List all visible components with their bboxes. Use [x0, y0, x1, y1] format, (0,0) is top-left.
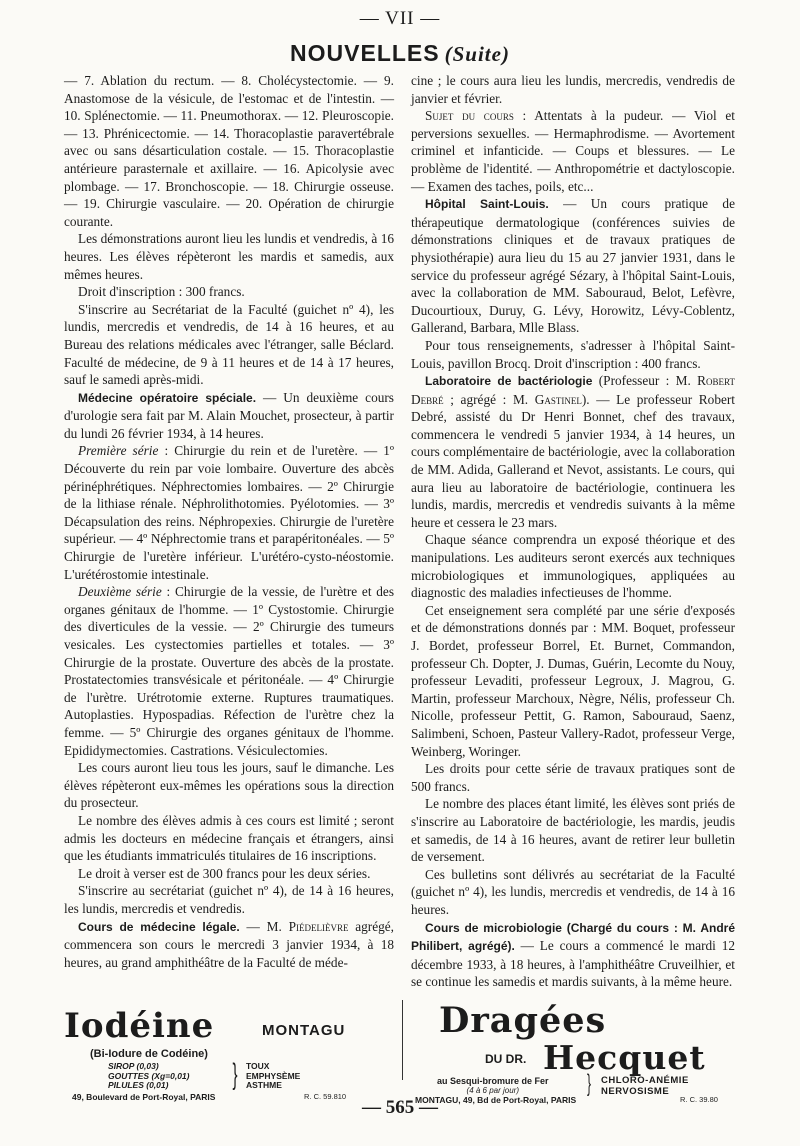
right-paragraph-4: Pour tous renseignements, s'adresser à l'hôpital Saint-Louis, pavillon Brocq. Droit d'inscription : 400 francs. — [411, 337, 735, 371]
ad-du-label: DU DR. — [485, 1052, 527, 1066]
footer-page-number: — 565 — — [362, 1097, 438, 1118]
right-paragraph-11: Cours de microbiologie (Chargé du cours : M. André Philibert, agrégé). — Le cours a commencé le mardi 12 décembre 1933, à 18 heures, à l'amphithéâtre Cruveilhier, et se continue les samedis et mardis suivants, à la même heure. — [411, 920, 735, 990]
right-paragraph-10: Ces bulletins sont délivrés au secrétariat de la Faculté (guichet nº 4), les lundis, mercredis et vendredis, de 14 à 16 heures. — [411, 866, 735, 917]
ad-product-name: Iodéine — [64, 1006, 215, 1046]
right-paragraph-6: Chaque séance comprendra un exposé théorique et des manipulations. Les auditeurs seront exercés aux techniques microbiologiques et immunologiques, appliquées au diagnostic des maladies infectieuses de l'homme. — [411, 532, 735, 601]
section-heading-saint-louis: Hôpital Saint-Louis. — [425, 197, 549, 212]
left-column — [64, 72, 394, 971]
left-paragraph-5: Médecine opératoire spéciale. — Un deuxième cours d'urologie sera fait par M. Alain Mouchet, prosecteur, à partir du lundi 26 février 1934, à 14 heures. — [64, 389, 394, 441]
left-paragraph-10: Le droit à verser est de 300 francs pour les deux séries. — [78, 865, 371, 881]
right-paragraph-5: Laboratoire de bactériologie (Professeur : M. Robert Debré ; agrégé : M. Gastinel). — Le professeur Robert Debré, assisté du Dr Henri Bonnet, chef des travaux, commencera le vendredi 5 janvier 1934, à 14 heures, un cours complémentaire de bactériologie, avec la collaboration de MM. Adida, Gallerand et Nevot, assistants. Le cours, qui aura lieu au laboratoire de bactériologie, continuera les lundis, mardis, mercredis et vendredis suivants à la même heure et cessera le 23 mars. — [411, 373, 735, 530]
section-heading-microbiologie: Cours de microbiologie (Chargé du cours : M. André Philibert, agrégé). — [411, 920, 735, 954]
advertisement-iodeine — [64, 1000, 394, 1102]
left-paragraph-3: Droit d'inscription : 300 francs. — [78, 284, 245, 300]
ads-divider — [402, 1000, 403, 1080]
brace-glyph: } — [232, 1058, 238, 1091]
section-heading-bacteriologie: Laboratoire de bactériologie — [425, 374, 593, 389]
right-column — [411, 72, 735, 991]
ad-subtitle: (Bi-Iodure de Codéine) — [90, 1048, 208, 1060]
ad-address: MONTAGU, 49, Bd de Port-Royal, PARIS — [415, 1095, 577, 1105]
left-paragraph-11: S'inscrire au secrétariat (guichet nº 4), de 14 à 16 heures, les lundis, mercredis et vendredis. — [64, 883, 394, 916]
left-paragraph-8: Les cours auront lieu tous les jours, sauf le dimanche. Les élèves répèteront eux-mêmes les opérations sous la direction du prosecteur. — [64, 760, 394, 811]
second-series-label: Deuxième série — [78, 584, 162, 600]
course-subject-label: Sujet du cours — [425, 108, 514, 124]
title-text: NOUVELLES — [290, 40, 440, 66]
section-heading-medecine-operatoire: Médecine opératoire spéciale. — [78, 390, 257, 405]
left-paragraph-2: Les démonstrations auront lieu les lundis et vendredis, à 16 heures. Les élèves répèteront les mardis et samedis, aux mêmes heures. — [64, 231, 394, 282]
left-paragraph-7: Deuxième série : Chirurgie de la vessie, de l'urètre et des organes génitaux de l'homme. — 1º Cystostomie. Chirurgie des diverticules de la vessie. — 2º Chirurgie des tumeurs vesicales. Les cystectomies partielles et totales. — 3º Chirurgie de la prostate. Ouverture des abcès de la prostate. Prostatectomies transvésicale et péritonéale. — 4º Chirurgie de l'urètre. Urétrotomie externe. Ruptures traumatiques. Autoplasties. Hypospadias. Réfection de l'urètre chez la femme. — 5º Chirurgie des organes génitaux de l'homme. Epididymectomies. Castrations. Vésiculectomies. — [64, 584, 395, 758]
first-series-label: Première série — [78, 443, 159, 459]
left-paragraph-9: Le nombre des élèves admis à ces cours est limité ; seront admis les docteurs en médecine français et étrangers, ainsi que les étudiants immatriculés titulaires de 16 inscriptions. — [64, 812, 394, 864]
header-page-number: — VII — — [359, 8, 441, 29]
title-suffix: (Suite) — [444, 42, 510, 66]
left-paragraph-4: S'inscrire au Secrétariat de la Faculté (guichet nº 4), les lundis, mercredis et vendredis, de 14 à 16 heures, et au Bureau des relations médicales avec l'étranger, salle Béclard. Faculté de médecine, de 9 à 11 heures et de 14 à 17 heures, sauf le samedi après-midi. — [64, 301, 394, 388]
right-paragraph-1: cine ; le cours aura lieu les lundis, mercredis, vendredis de janvier et février. — [411, 73, 735, 106]
right-paragraph-3: Hôpital Saint-Louis. — Un cours pratique de thérapeutique dermatologique (conférences suivies de démonstrations cliniques et de travaux pratiques de physiothérapie) aura lieu du 15 au 27 janvier 1931, dans le service du professeur agrégé Sézary, à l'hôpital Saint-Louis, avec la collaboration de MM. Sabouraud, Belot, Lefèvre, Ducourtioux, Duruy, G. Lévy, Horowitz, Lévy-Coblentz, Gallerand, Barbara, Mlle Blass. — [411, 196, 735, 336]
ad-indications: CHLORO-ANÉMIE NERVOSISME — [601, 1075, 689, 1097]
right-paragraph-9: Le nombre des places étant limité, les élèves sont priés de s'inscrire au Laboratoire de bactériologie, les mardis, jeudis et samedis, de 14 à 16 heures, avant de retirer leur bulletin de versement. — [411, 796, 735, 865]
brace-glyph: } — [587, 1070, 592, 1097]
ad-product-name: Dragées — [439, 1000, 607, 1041]
ad-indications: TOUX EMPHYSÈME ASTHME — [246, 1061, 301, 1090]
ad-forms-list: SIROP (0,03) GOUTTES (Xg=0,01) PILULES (0,01) — [108, 1061, 190, 1090]
ad-doctor-name: Hecquet — [543, 1038, 706, 1077]
ad-brand: MONTAGU — [262, 1022, 346, 1039]
right-paragraph-7: Cet enseignement sera complété par une série d'exposés et de démonstrations donnés par : MM. Boquet, professeur J. Bordet, professeur Borrel, Et. Burnet, Commandon, professeur Ch. Dopter, J. Dumas, Guérin, Lecomte du Nouy, professeur Levaditi, professeur Legroux, J. Magrou, G. Martin, professeur Marchoux, Nègre, Nélis, professeur Ch. Nicolle, professeur Pettit, G. Ramon, Sabouraud, Saenz, Salimbeni, Schoen, Pasteur Vallery-Radot, professeur Verge, Weinberg, Woringer. — [411, 602, 735, 759]
ad-reference: R. C. 59.810 — [304, 1092, 347, 1101]
ad-address: 49, Boulevard de Port-Royal, PARIS — [72, 1092, 216, 1102]
advertisement-dragees — [415, 1000, 740, 1105]
left-paragraph-6: Première série : Chirurgie du rein et de l'uretère. — 1º Découverte du rein par voie lombaire. Ouverture des abcès périnéphrétiques. Néphrectomies lombaires. — 2º Chirurgie de la lithiase rénale. Néphrolithotomies. Pyélotomies. — 3º Décapsulation des reins. Néphropexies. Chirurgie de l'uretère supérieur. — 4º Néphrectomie trans et parapéritonéales. — 5º Chirurgie de l'uretère inférieur. L'urétéro-cysto-néostomie. L'urétérostomie intestinale. — [64, 443, 394, 582]
ad-reference: R. C. 39.80 — [680, 1095, 718, 1104]
section-heading-medecine-legale: Cours de médecine légale. — [78, 919, 240, 934]
ad-description: au Sesqui-bromure de Fer (4 à 6 par jour) — [437, 1076, 549, 1095]
right-paragraph-2: Sujet du cours : Attentats à la pudeur. — Viol et perversions sexuelles. — Hermaphrodisme. — Avortement criminel et infanticide. — Coups et blessures. — Le problème de l'identité. — Anthropométrie et dactyloscopie. — Examen des taches, poils, etc... — [411, 108, 735, 194]
right-paragraph-8: Les droits pour cette série de travaux pratiques sont de 500 francs. — [411, 761, 735, 794]
left-paragraph-1: — 7. Ablation du rectum. — 8. Cholécystectomie. — 9. Anastomose de la vésicule, de l'estomac et de l'intestin. — 10. Splénectomie. — 11. Pneumothorax. — 12. Pleuroscopie. — 13. Phrénicectomie. — 14. Thoracoplastie paravertébrale avec ou sans désarticulation costale. — 15. Thoracoplastie antérieure parasternale et axillaire. — 16. Apicolysie avec plombage. — 17. Bronchoscopie. — 18. Chirurgie osseuse. — 19. Chirurgie vasculaire. — 20. Opération de chirurgie courante. — [64, 73, 394, 229]
left-paragraph-12: Cours de médecine légale. — M. Piédelièvre agrégé, commencera son cours le mercredi 3 janvier 1934, à 18 heures, au grand amphithéâtre de la Faculté de méde- — [64, 918, 394, 970]
page-title — [0, 40, 800, 67]
